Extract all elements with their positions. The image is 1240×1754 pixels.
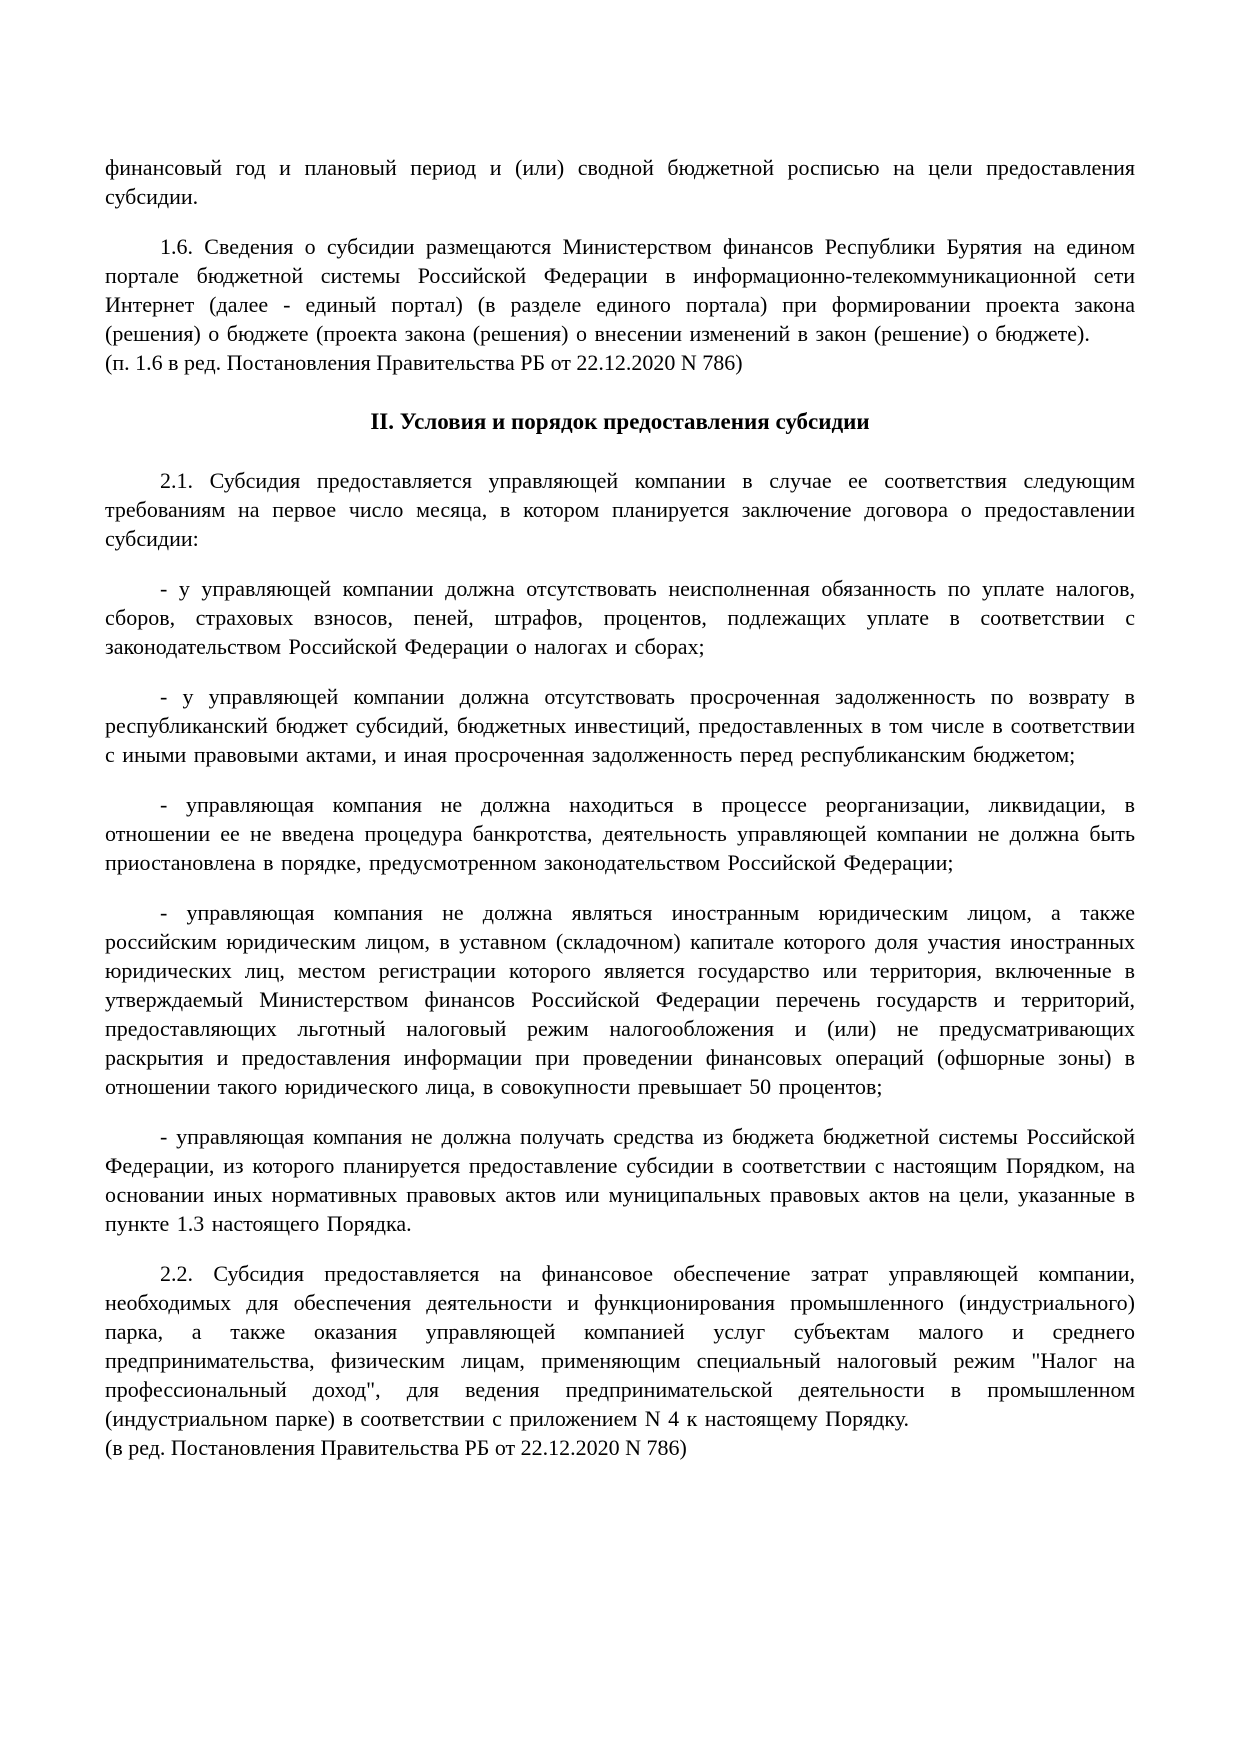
requirement-item-4: - управляющая компания не должна являться иностранным юридическим лицом, а также российским юридическим лицом, в уставном (складочном) капитале которого доля участия иностранных юридических лиц, местом регистрации которого является государство или территория, включенные в утверждаемый Министерством финансов Российской Федерации перечень государств и территорий, предоставляющих льготный налоговый режим налогообложения и (или) не предусматривающих раскрытия и предоставления информации при проведении финансовых операций (офшорные зоны) в отношении такого юридического лица, в совокупности превышает 50 процентов; (105, 900, 1135, 1099)
section-ii-heading: II. Условия и порядок предоставления субсидии (370, 409, 870, 434)
requirement-item-2: - у управляющей компании должна отсутствовать просроченная задолженность по возврату в республиканский бюджет субсидий, бюджетных инвестиций, предоставленных в том числе в соответствии с иными правовыми актами, и иная просроченная задолженность перед республиканским бюджетом; (105, 684, 1135, 767)
requirement-item-5: - управляющая компания не должна получать средства из бюджета бюджетной системы Российской Федерации, из которого планируется предоставление субсидии в соответствии с настоящим Порядком, на основании иных нормативных правовых актов или муниципальных правовых актов на цели, указанные в пункте 1.3 настоящего Порядка. (105, 1124, 1135, 1236)
clause-1-6-amendment-note: (п. 1.6 в ред. Постановления Правительства РБ от 22.12.2020 N 786) (105, 350, 743, 375)
requirement-item-3: - управляющая компания не должна находиться в процессе реорганизации, ликвидации, в отношении ее не введена процедура банкротства, деятельность управляющей компании не должна быть приостановлена в порядке, предусмотренном законодательством Российской Федерации; (105, 792, 1135, 875)
clause-2-2-amendment-note: (в ред. Постановления Правительства РБ от 22.12.2020 N 786) (105, 1435, 687, 1460)
clause-2-1-paragraph: 2.1. Субсидия предоставляется управляющей компании в случае ее соответствия следующим требованиям на первое число месяца, в котором планируется заключение договора о предоставлении субсидии: (105, 468, 1135, 551)
continuation-paragraph: финансовый год и плановый период и (или) сводной бюджетной росписью на цели предоставления субсидии. (105, 155, 1135, 209)
requirement-item-1: - у управляющей компании должна отсутствовать неисполненная обязанность по уплате налогов, сборов, страховых взносов, пеней, штрафов, процентов, подлежащих уплате в соответствии с законодательством Российской Федерации о налогах и сборах; (105, 576, 1135, 659)
clause-1-6-paragraph: 1.6. Сведения о субсидии размещаются Министерством финансов Республики Бурятия на едином портале бюджетной системы Российской Федерации в информационно-телекоммуникационной сети Интернет (далее - единый портал) (в разделе единого портала) при формировании проекта закона (решения) о бюджете (проекта закона (решения) о внесении изменений в закон (решение) о бюджете). (105, 234, 1135, 346)
clause-2-2-paragraph: 2.2. Субсидия предоставляется на финансовое обеспечение затрат управляющей компании, необходимых для обеспечения деятельности и функционирования промышленного (индустриального) парка, а также оказания управляющей компанией услуг субъектам малого и среднего предпринимательства, физическим лицам, применяющим специальный налоговый режим "Налог на профессиональный доход", для ведения предпринимательской деятельности в промышленном (индустриальном парке) в соответствии с приложением N 4 к настоящему Порядку. (105, 1261, 1135, 1431)
